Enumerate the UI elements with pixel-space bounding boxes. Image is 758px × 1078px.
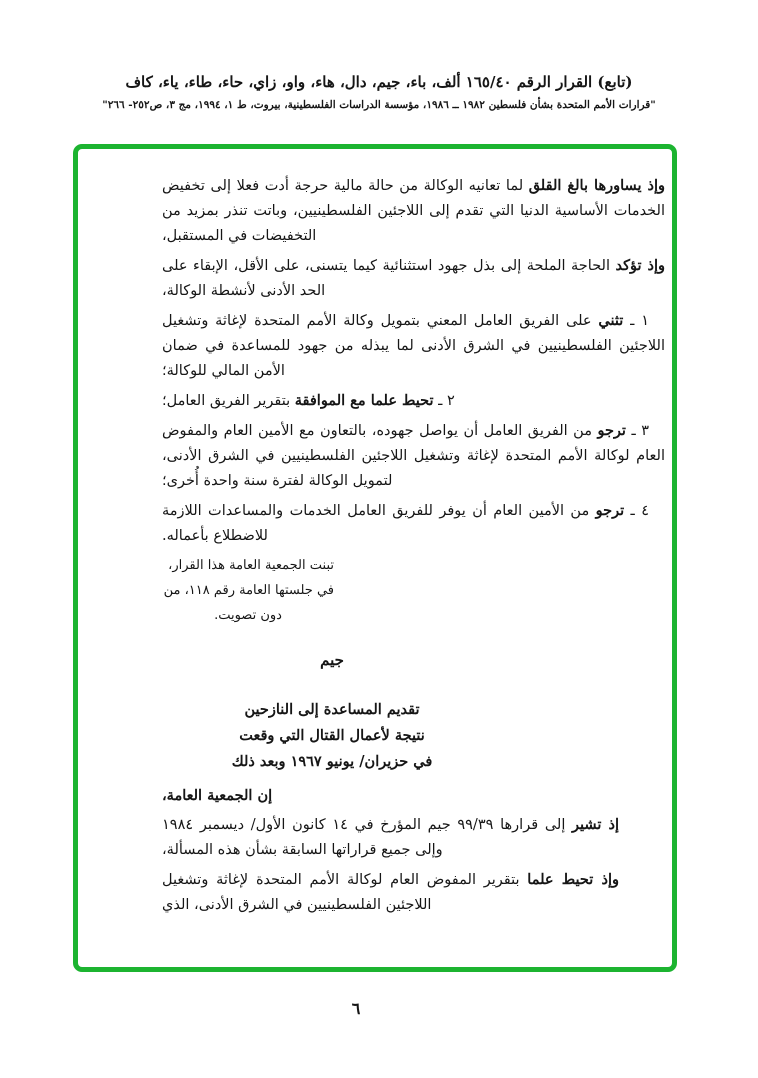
section-title-line: في حزيران/ يونيو ١٩٦٧ وبعد ذلك [231,753,433,770]
clause-lead: تحيط علما مع الموافقة [294,392,434,409]
page-number: ٦ [351,999,361,1018]
closing-paragraph [162,867,665,918]
resolution-text [162,173,665,922]
document-title: (تابع) القرار الرقم ١٦٥/٤٠ ألف، باء، جيم، دال، هاء، واو، زاي، حاء، طاء، ياء، كاف [125,73,633,91]
paragraph-text: من الفريق العامل أن يواصل جهوده، بالتعاون مع الأمين العام والمفوض العام لوكالة الأمم المتحدة لإغاثة وتشغيل اللاجئين الفلسطينيين في الشرق الأدنى، لتمويل الوكالة لفترة سنة واحدة أُخرى؛ [162,423,665,489]
section-title-line: نتيجة لأعمال القتال التي وقعت [239,727,425,744]
clause-number: ١ ـ [623,313,649,329]
paragraph-text: إلى قرارها ٩٩/٣٩ جيم المؤرخ في ١٤ كانون الأول/ ديسمبر ١٩٨٤ وإلى جميع قراراتها السابقة بشأن هذه المسألة، [162,817,573,858]
clause-number: ٣ ـ [625,423,650,439]
section-opening: إن الجمعية العامة، [162,787,273,804]
paragraph-lead: إذ تشير [572,816,620,833]
paragraph-text: الحاجة الملحة إلى بذل جهود استثنائية كيما يتسنى، على الأقل، الإبقاء على الحد الأدنى لأنشطة الوكالة، [162,258,616,299]
paragraph-lead: وإذ تحيط علما [527,871,619,888]
clause-paragraph [162,308,665,384]
paragraph-text: لما تعانيه الوكالة من حالة مالية حرجة أدت فعلا إلى تخفيض الخدمات الأساسية الدنيا التي تقدم إلى اللاجئين الفلسطينيين، وباتت تنذر بمزيد من التخفيضات في المستقبل، [162,178,665,244]
section-c-heading [162,648,502,673]
paragraph-lead: وإذ يساورها بالغ القلق [528,177,666,194]
clause-lead: ترجو [597,422,626,439]
clause-lead: تثني [598,312,624,329]
paragraph-text: بتقرير الفريق العامل؛ [162,393,295,409]
adoption-line: دون تصويت. [214,608,282,623]
clause-lead: ترجو [595,502,625,519]
paragraph-lead: وإذ تؤكد [615,257,665,274]
adoption-line: في جلستها العامة رقم ١١٨، من [163,583,334,598]
preamble-paragraph [162,173,665,249]
clause-paragraph [162,498,665,549]
clause-number: ٤ ـ [624,503,649,519]
section-title-line: تقديم المساعدة إلى النازحين [244,701,420,718]
adoption-line: تبنت الجمعية العامة هذا القرار، [168,558,334,573]
closing-paragraph [162,812,665,863]
preamble-paragraph [162,253,665,304]
highlight-box [73,144,677,972]
section-c-title [162,697,502,775]
source-citation: "قرارات الأمم المتحدة بشأن فلسطين ١٩٨٢ ــ ١٩٨٦، مؤسسة الدراسات الفلسطينية، بيروت، ط ١، ١٩٩٤، مج ٣، ص٢٥٢- ٢٦٦" [102,99,656,111]
clause-paragraph [162,388,665,414]
clause-paragraph [162,418,665,494]
document-header [55,72,703,112]
paragraph-text: بتقرير المفوض العام لوكالة الأمم المتحدة لإغاثة وتشغيل اللاجئين الفلسطينيين في الشرق الأدنى، الذي [162,872,528,913]
clause-number: ٢ ـ [433,393,455,409]
paragraph-text: من الأمين العام أن يوفر للفريق العامل الخدمات والمساعدات اللازمة للاضطلاع بأعماله. [162,503,596,544]
adoption-note [162,553,334,628]
paragraph-text: على الفريق العامل المعني بتمويل وكالة الأمم المتحدة لإغاثة وتشغيل اللاجئين الفلسطينيين في الشرق الأدنى لما يبذله من جهود للمساعدة في ضمان الأمن المالي للوكالة؛ [162,313,665,379]
section-letter: جيم [320,651,344,669]
